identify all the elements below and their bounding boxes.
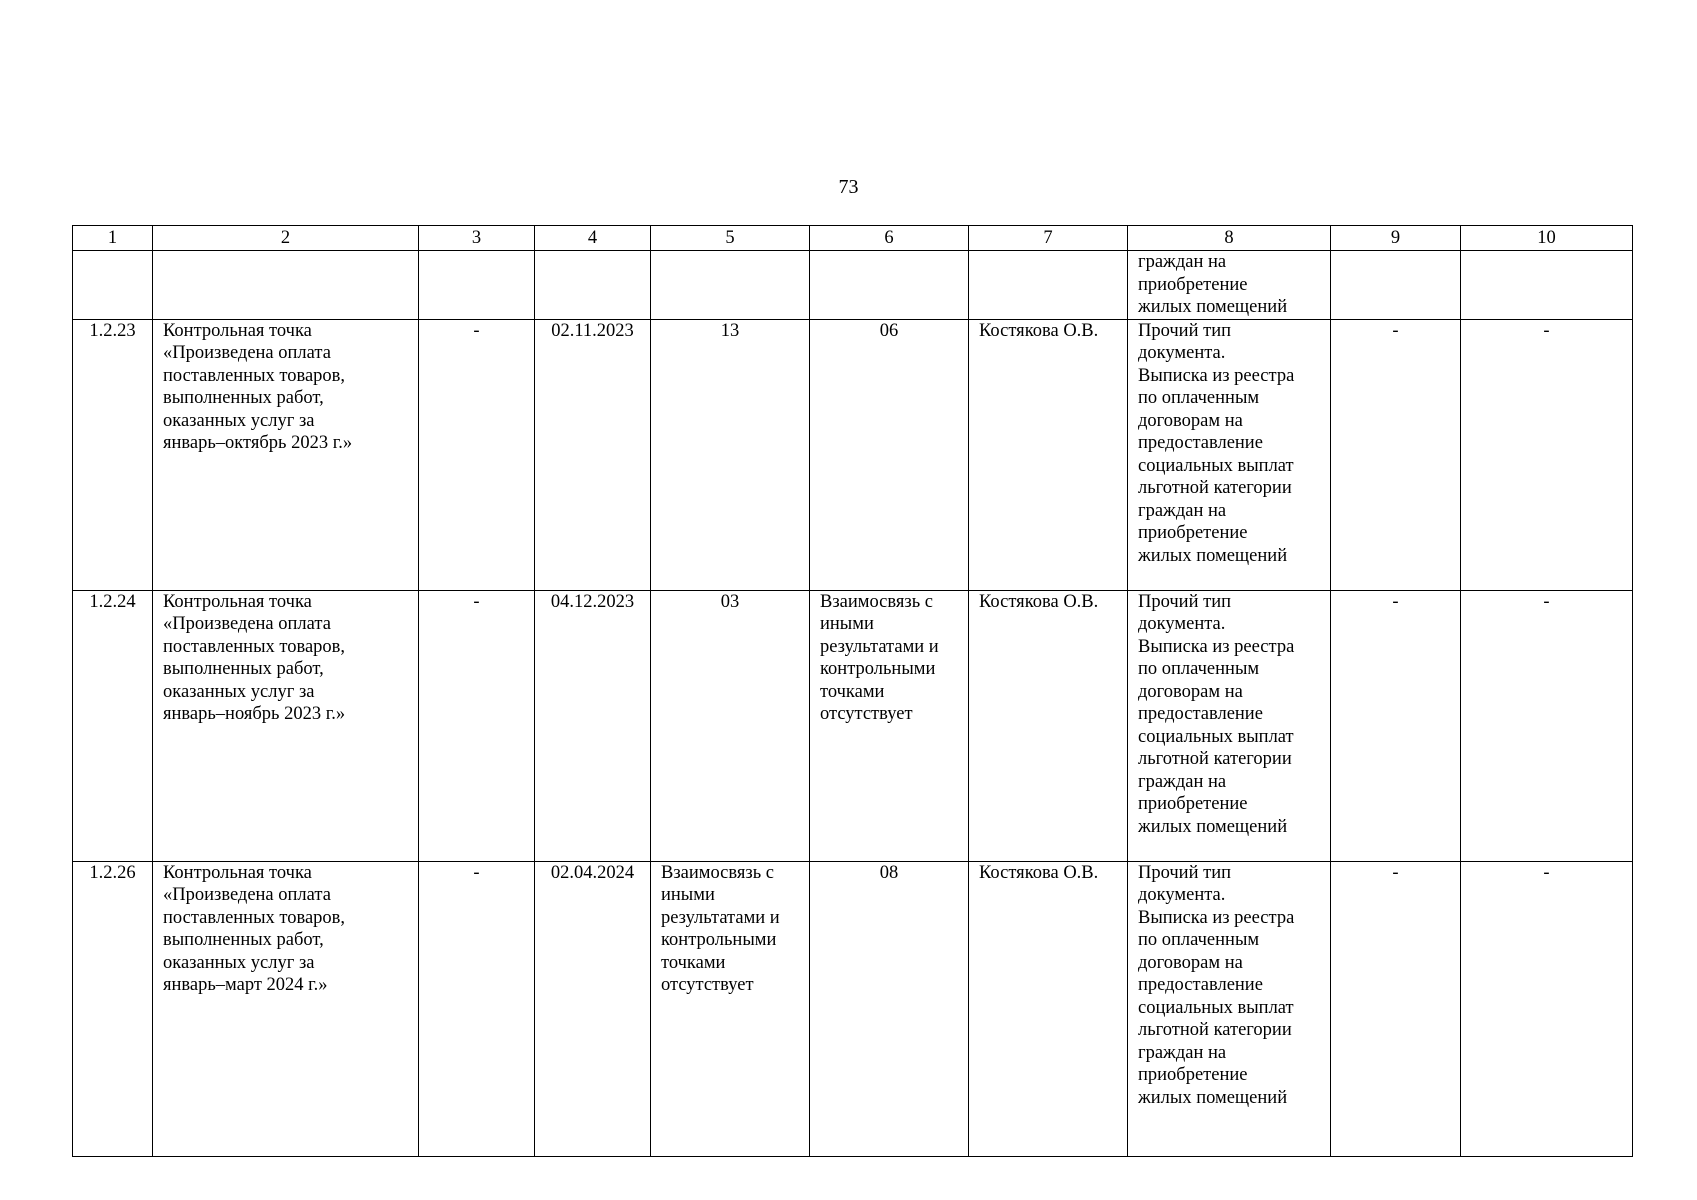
- cell-number: 1.2.26: [73, 861, 153, 1156]
- header-row: [73, 226, 1633, 251]
- cell-col10: -: [1461, 590, 1633, 861]
- cell-col6: [810, 861, 969, 1156]
- cell-empty: [419, 251, 535, 320]
- col6-text: 08: [879, 862, 899, 883]
- cell-empty: [810, 251, 969, 320]
- table-row-continuation: [73, 251, 1633, 320]
- table-body: [73, 251, 1633, 1157]
- header-col-3: 3: [419, 226, 535, 251]
- header-col-10: 10: [1461, 226, 1633, 251]
- cell-number: 1.2.24: [73, 590, 153, 861]
- cell-date: 02.04.2024: [535, 861, 651, 1156]
- cell-document: [1128, 319, 1331, 590]
- cell-date: 02.11.2023: [535, 319, 651, 590]
- document-text: Прочий тип документа. Выписка из реестра по оплаченным договорам на предоставление социальных выплат льготной категории граждан на приобретение жилых помещений: [1138, 862, 1295, 1108]
- page-number: 73: [838, 176, 859, 198]
- cell-col10: -: [1461, 319, 1633, 590]
- header-col-1: 1: [73, 226, 153, 251]
- cell-empty: [535, 251, 651, 320]
- cell-date: 04.12.2023: [535, 590, 651, 861]
- table-header: [73, 226, 1633, 251]
- cell-name: [153, 590, 419, 861]
- cell-col3: -: [419, 590, 535, 861]
- cell-document: [1128, 861, 1331, 1156]
- header-col-2: 2: [153, 226, 419, 251]
- header-col-4: 4: [535, 226, 651, 251]
- document-text: Прочий тип документа. Выписка из реестра по оплаченным договорам на предоставление социальных выплат льготной категории граждан на приобретение жилых помещений: [1138, 591, 1295, 837]
- cell-col3: -: [419, 319, 535, 590]
- name-text: Контрольная точка «Произведена оплата поставленных товаров, выполненных работ, оказанных услуг за январь–ноябрь 2023 г.»: [163, 591, 346, 724]
- cell-empty: [153, 251, 419, 320]
- cell-empty: [651, 251, 810, 320]
- cell-col3: -: [419, 861, 535, 1156]
- cell-name: [153, 861, 419, 1156]
- col6-text: 06: [879, 320, 899, 341]
- cell-empty: [1331, 251, 1461, 320]
- cell-responsible: Костякова О.В.: [969, 319, 1128, 590]
- cell-name: [153, 319, 419, 590]
- table-row: [73, 590, 1633, 861]
- col5-text: 03: [720, 591, 740, 612]
- cell-col9: -: [1331, 590, 1461, 861]
- cell-col5: [651, 590, 810, 861]
- cell-number: 1.2.23: [73, 319, 153, 590]
- cell-responsible: Костякова О.В.: [969, 590, 1128, 861]
- col6-text: Взаимосвязь с иными результатами и контрольными точками отсутствует: [820, 591, 939, 724]
- control-points-table: [72, 225, 1633, 1157]
- col5-text: 13: [720, 320, 740, 341]
- cell-empty: [969, 251, 1128, 320]
- cell-col6: [810, 590, 969, 861]
- header-col-6: 6: [810, 226, 969, 251]
- cell-col10: -: [1461, 861, 1633, 1156]
- header-col-8: 8: [1128, 226, 1331, 251]
- name-text: Контрольная точка «Произведена оплата поставленных товаров, выполненных работ, оказанных услуг за январь–октябрь 2023 г.»: [163, 320, 353, 453]
- document-continuation-text: граждан на приобретение жилых помещений: [1138, 252, 1288, 317]
- cell-empty: [73, 251, 153, 320]
- cell-col5: [651, 319, 810, 590]
- cell-col9: -: [1331, 861, 1461, 1156]
- table-row: [73, 861, 1633, 1156]
- cell-document-continuation: [1128, 251, 1331, 320]
- cell-responsible: Костякова О.В.: [969, 861, 1128, 1156]
- header-col-5: 5: [651, 226, 810, 251]
- name-text: Контрольная точка «Произведена оплата поставленных товаров, выполненных работ, оказанных услуг за январь–март 2024 г.»: [163, 862, 346, 995]
- cell-empty: [1461, 251, 1633, 320]
- header-col-9: 9: [1331, 226, 1461, 251]
- cell-col9: -: [1331, 319, 1461, 590]
- cell-col5: [651, 861, 810, 1156]
- col5-text: Взаимосвязь с иными результатами и контрольными точками отсутствует: [661, 862, 780, 995]
- table-row: [73, 319, 1633, 590]
- header-col-7: 7: [969, 226, 1128, 251]
- cell-col6: [810, 319, 969, 590]
- cell-document: [1128, 590, 1331, 861]
- document-text: Прочий тип документа. Выписка из реестра по оплаченным договорам на предоставление социальных выплат льготной категории граждан на приобретение жилых помещений: [1138, 320, 1295, 566]
